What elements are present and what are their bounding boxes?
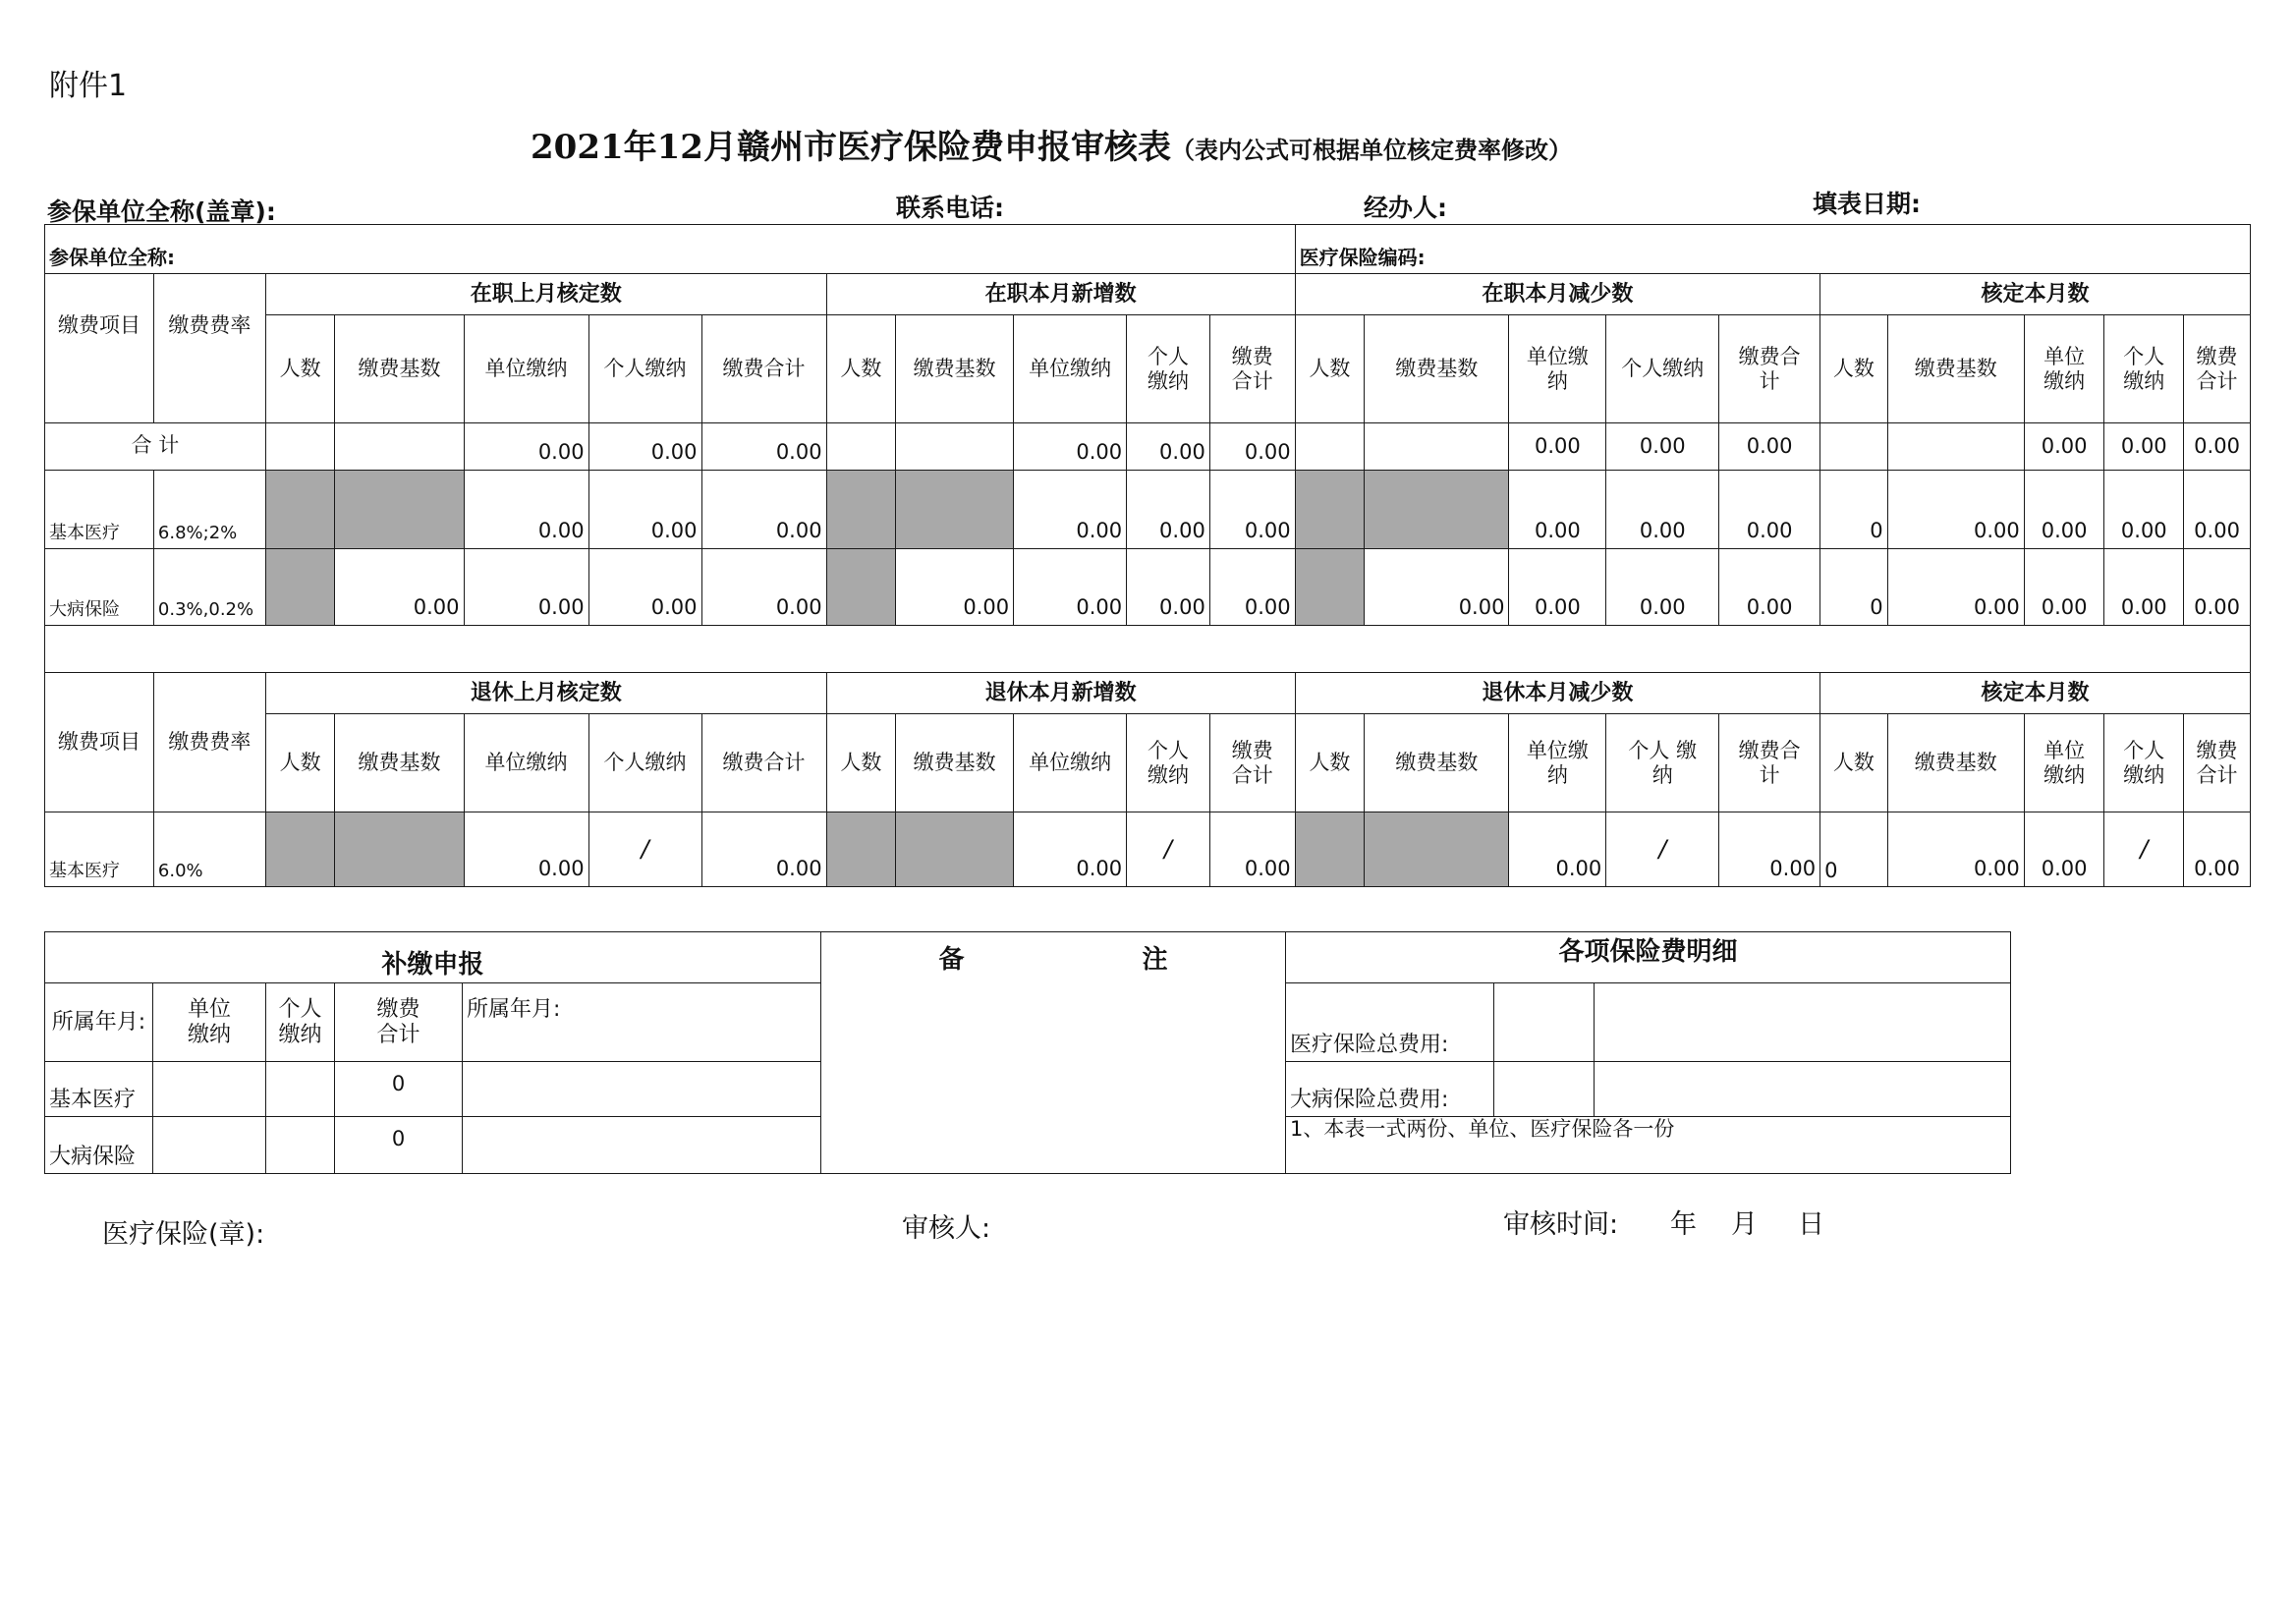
cell-value: 0.00 (1509, 471, 1606, 549)
cell-value: 0.00 (1719, 812, 1820, 887)
row-rate: 6.0% (153, 812, 265, 887)
cell-value: 0.00 (2024, 423, 2104, 471)
shaded-cell (265, 549, 335, 626)
serious-total-label: 大病保险总费用: (1286, 1062, 1494, 1117)
spacer-row (45, 626, 2251, 673)
shaded-cell (826, 471, 896, 549)
cell-value: 0.00 (2024, 471, 2104, 549)
retired-group-3: 退休本月减少数 (1295, 673, 1819, 714)
form-title (531, 120, 1572, 168)
col-people: 人数 (1295, 315, 1365, 423)
cell-value: 0.00 (1887, 549, 2024, 626)
col-people: 人数 (265, 714, 335, 812)
cell-value: 0.00 (1209, 423, 1295, 471)
cell-value: 0.00 (588, 471, 701, 549)
unit-info-row (45, 225, 2251, 274)
shaded-cell (826, 549, 896, 626)
medical-seal-label: 医疗保险(章): (102, 1219, 265, 1250)
cell-value: 0.00 (1509, 549, 1606, 626)
col-base: 缴费基数 (1887, 315, 2024, 423)
review-month-label: 月 (1731, 1209, 1758, 1240)
cell-value: 0.00 (2104, 471, 2184, 549)
shaded-cell (1295, 812, 1365, 887)
cell-value: 0.00 (2184, 471, 2251, 549)
cell-value: 0.00 (1014, 423, 1127, 471)
shaded-cell (1295, 549, 1365, 626)
col-base: 缴费基数 (1365, 714, 1509, 812)
col-total: 缴费合计 (701, 315, 826, 423)
shaded-cell (1365, 471, 1509, 549)
col-base: 缴费基数 (896, 714, 1014, 812)
cell-value: 0.00 (464, 423, 588, 471)
col-unit: 单位缴纳 (464, 315, 588, 423)
shaded-cell (265, 812, 335, 887)
cell-value: 0.00 (701, 471, 826, 549)
title-note: （表内公式可根据单位核定费率修改） (1170, 136, 1572, 164)
cell-value: 0.00 (2104, 549, 2184, 626)
retired-group-1: 退休上月核定数 (265, 673, 826, 714)
cell-value: 0.00 (1509, 812, 1606, 887)
cell-value: 0.00 (701, 812, 826, 887)
col-personal: 个人缴纳 (588, 315, 701, 423)
col-unit: 单位 缴纳 (2024, 315, 2104, 423)
cell-value: 0.00 (1887, 812, 2024, 887)
supplement-table (44, 931, 2011, 1174)
employed-group-3: 在职本月减少数 (1295, 274, 1819, 315)
row-item: 大病保险 (45, 549, 154, 626)
cell-value: 0 (335, 1117, 463, 1174)
cell-value: 0.00 (2024, 549, 2104, 626)
cell-value: 0.00 (1014, 471, 1127, 549)
cell-value: 0.00 (1209, 471, 1295, 549)
company-seal-label: 参保单位全称(盖章): (47, 197, 276, 226)
col-unit: 单位缴纳 (1014, 315, 1127, 423)
row-item: 大病保险 (45, 1117, 153, 1174)
cell-value: 0.00 (701, 549, 826, 626)
shaded-cell (1365, 812, 1509, 887)
col-unit: 单位缴 纳 (1509, 714, 1606, 812)
retired-basic-row (45, 812, 2251, 887)
cell-value: 0.00 (335, 549, 464, 626)
row-rate: 6.8%;2% (153, 471, 265, 549)
cell-value: 0.00 (2184, 812, 2251, 887)
employed-basic-row (45, 471, 2251, 549)
employed-group-4: 核定本月数 (1820, 274, 2251, 315)
cell-value: 0.00 (588, 549, 701, 626)
rate-header: 缴费费率 (153, 673, 265, 812)
col-personal: 个人 缴纳 (1127, 315, 1210, 423)
col-personal: 个人 缴纳 (2104, 315, 2184, 423)
attachment-label: 附件1 (49, 69, 128, 103)
col-base: 缴费基数 (1365, 315, 1509, 423)
col-personal: 个人 缴纳 (266, 983, 335, 1062)
cell-value: 0 (1820, 471, 1888, 549)
cell-value: 0.00 (1606, 423, 1719, 471)
col-people: 人数 (1295, 714, 1365, 812)
slash-mark: / (1606, 812, 1719, 887)
shaded-cell (335, 812, 464, 887)
col-base: 缴费基数 (335, 714, 464, 812)
serious-total-value (1494, 1062, 1595, 1117)
col-unit: 单位缴纳 (464, 714, 588, 812)
employed-totals-row (45, 423, 2251, 471)
cell-value: 0.00 (1014, 549, 1127, 626)
shaded-cell (896, 471, 1014, 549)
cell-value: 0.00 (1365, 549, 1509, 626)
cell-value: 0.00 (464, 471, 588, 549)
cell-value: 0.00 (1719, 549, 1820, 626)
row-item: 基本医疗 (45, 1062, 153, 1117)
rate-header: 缴费费率 (153, 274, 265, 423)
employed-group-2: 在职本月新增数 (826, 274, 1295, 315)
col-people: 人数 (1820, 714, 1888, 812)
col-personal: 个人 缴纳 (1127, 714, 1210, 812)
cell-value: 0.00 (1127, 423, 1210, 471)
col-total: 缴费 合计 (1209, 714, 1295, 812)
col-total: 缴费合计 (701, 714, 826, 812)
shaded-cell (896, 812, 1014, 887)
cell-value: 0.00 (1606, 471, 1719, 549)
col-personal: 个人 缴 纳 (1606, 714, 1719, 812)
slash-mark: / (1127, 812, 1210, 887)
handler-label: 经办人: (1364, 194, 1447, 222)
supplement-title: 补缴申报 (45, 932, 821, 983)
cell-value: 0.00 (1209, 549, 1295, 626)
retired-sub-header (45, 714, 2251, 812)
review-year-label: 年 (1670, 1209, 1697, 1240)
cell-value: 0.00 (1719, 423, 1820, 471)
retired-group-4: 核定本月数 (1820, 673, 2251, 714)
medical-total-value (1494, 983, 1595, 1062)
cell-value: 0.00 (588, 423, 701, 471)
employed-serious-row (45, 549, 2251, 626)
cell-value: 0.00 (1127, 549, 1210, 626)
unit-name-label: 参保单位全称: (45, 225, 1296, 274)
shaded-cell (826, 812, 896, 887)
slash-mark: / (588, 812, 701, 887)
shaded-cell (265, 471, 335, 549)
row-item: 基本医疗 (45, 471, 154, 549)
col-personal: 个人缴纳 (588, 714, 701, 812)
main-table (44, 224, 2251, 887)
medical-total-label: 医疗保险总费用: (1286, 983, 1494, 1062)
cell-value: 0.00 (464, 812, 588, 887)
col-people: 人数 (265, 315, 335, 423)
col-total: 缴费 合计 (2184, 714, 2251, 812)
remarks-title: 备 注 (821, 932, 1286, 1174)
fill-date-label: 填表日期: (1813, 190, 1921, 218)
shaded-cell (335, 471, 464, 549)
cell-value: 0 (1820, 549, 1888, 626)
review-day-label: 日 (1798, 1209, 1824, 1240)
review-time-label: 审核时间: (1503, 1209, 1619, 1240)
col-personal: 个人缴纳 (1606, 315, 1719, 423)
cell-value: 0 (1820, 812, 1888, 887)
col-total: 缴费 合计 (1209, 315, 1295, 423)
col-base: 缴费基数 (1887, 714, 2024, 812)
row-rate: 0.3%,0.2% (153, 549, 265, 626)
item-header: 缴费项目 (45, 274, 154, 423)
col-unit: 单位缴 纳 (1509, 315, 1606, 423)
details-title: 各项保险费明细 (1286, 932, 2011, 983)
col-unit: 单位 缴纳 (2024, 714, 2104, 812)
col-total: 缴费合 计 (1719, 315, 1820, 423)
phone-label: 联系电话: (896, 194, 1004, 222)
col-people: 人数 (826, 315, 896, 423)
cell-value: 0.00 (1719, 471, 1820, 549)
totals-label: 合 计 (45, 423, 266, 471)
retired-group-header (45, 673, 2251, 714)
col-people: 人数 (1820, 315, 1888, 423)
cell-value: 0.00 (1606, 549, 1719, 626)
cell-value: 0.00 (1127, 471, 1210, 549)
cell-value: 0.00 (2104, 423, 2184, 471)
cell-value: 0 (335, 1062, 463, 1117)
col-total: 缴费 合计 (2184, 315, 2251, 423)
bottom-title-row (45, 932, 2011, 983)
cell-value: 0.00 (464, 549, 588, 626)
insurance-code-label: 医疗保险编码: (1295, 225, 2250, 274)
cell-value: 0.00 (2184, 423, 2251, 471)
item-header: 缴费项目 (45, 673, 154, 812)
col-total: 缴费合 计 (1719, 714, 1820, 812)
title-main: 2021年12月赣州市医疗保险费申报审核表 (531, 128, 1171, 167)
reviewer-label: 审核人: (902, 1213, 991, 1244)
cell-value: 0.00 (2024, 812, 2104, 887)
retired-group-2: 退休本月新增数 (826, 673, 1295, 714)
employed-group-header (45, 274, 2251, 315)
shaded-cell (1295, 471, 1365, 549)
col-people: 人数 (826, 714, 896, 812)
employed-sub-header (45, 315, 2251, 423)
col-unit: 单位缴纳 (1014, 714, 1127, 812)
slash-mark: / (2104, 812, 2184, 887)
employed-group-1: 在职上月核定数 (265, 274, 826, 315)
month-label-2: 所属年月: (463, 983, 821, 1062)
row-item: 基本医疗 (45, 812, 154, 887)
col-total: 缴费 合计 (335, 983, 463, 1062)
cell-value: 0.00 (1209, 812, 1295, 887)
cell-value: 0.00 (896, 549, 1014, 626)
col-base: 缴费基数 (896, 315, 1014, 423)
cell-value: 0.00 (1014, 812, 1127, 887)
details-note: 1、本表一式两份、单位、医疗保险各一份 (1286, 1117, 2011, 1174)
col-base: 缴费基数 (335, 315, 464, 423)
cell-value: 0.00 (1509, 423, 1606, 471)
month-label: 所属年月: (45, 983, 153, 1062)
col-personal: 个人 缴纳 (2104, 714, 2184, 812)
cell-value: 0.00 (2184, 549, 2251, 626)
col-unit: 单位 缴纳 (153, 983, 266, 1062)
cell-value: 0.00 (1887, 471, 2024, 549)
cell-value: 0.00 (701, 423, 826, 471)
